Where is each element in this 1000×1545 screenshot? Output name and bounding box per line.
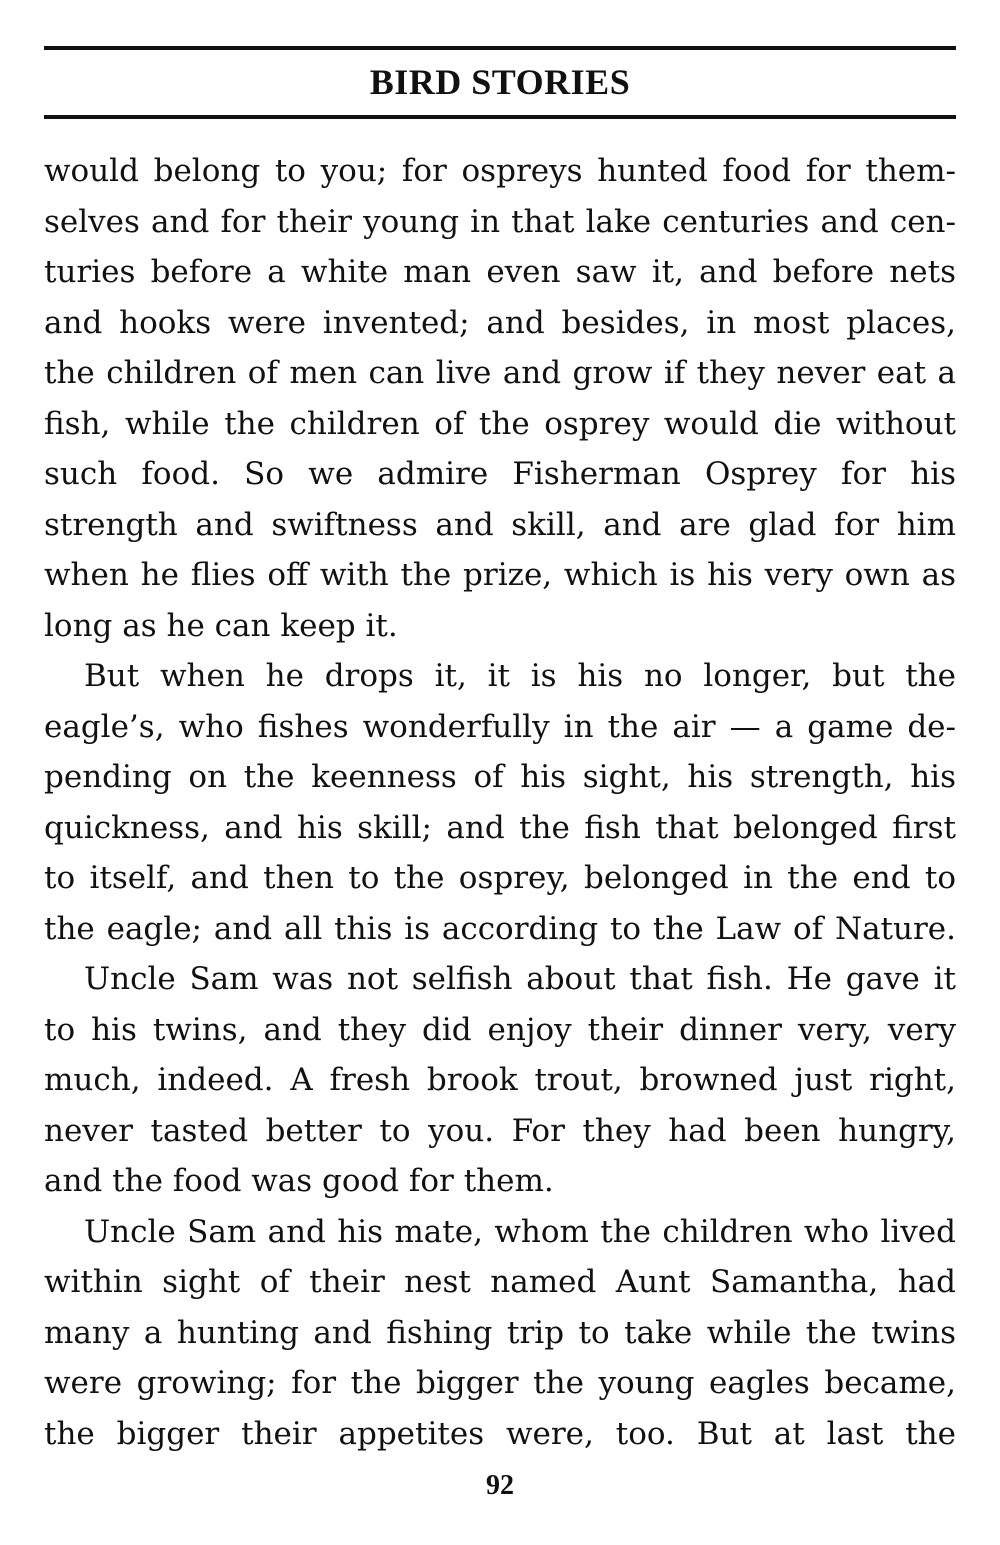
text-line: quickness, and his skill; and the fish that belonged first: [44, 809, 956, 846]
text-line: strength and swiftness and skill, and are glad for him: [44, 506, 956, 543]
text-line: the children of men can live and grow if they never eat a: [44, 355, 956, 391]
paragraph-1: [44, 146, 956, 651]
text-line: to his twins, and they did enjoy their dinner very, very: [44, 1011, 956, 1048]
text-line: the eagle; and all this is according to the Law of Nature.: [44, 910, 956, 947]
page-number: 92: [486, 1470, 514, 1501]
body-text: [44, 146, 956, 1459]
header-rule-top: [44, 46, 956, 50]
text-line: were growing; for the bigger the young eagles became,: [44, 1365, 956, 1401]
text-line: turies before a white man even saw it, and before nets: [44, 254, 956, 290]
text-line: But when he drops it, it is his no longer, but the: [84, 658, 956, 694]
text-line: fish, while the children of the osprey would die without: [44, 405, 956, 442]
text-line: and hooks were invented; and besides, in most places,: [44, 304, 956, 341]
paragraph-4: [44, 1207, 956, 1460]
book-page: [44, 0, 956, 1545]
text-line: selves and for their young in that lake centuries and cen-: [44, 203, 956, 240]
text-line: when he flies off with the prize, which is his very own as: [44, 557, 956, 593]
text-line: the bigger their appetites were, too. But at last the: [44, 1415, 956, 1452]
text-line: Uncle Sam and his mate, whom the children who lived: [84, 1213, 956, 1250]
text-line: pending on the keenness of his sight, his strength, his: [44, 759, 956, 795]
text-line: Uncle Sam was not selfish about that fish. He gave it: [84, 961, 956, 997]
running-title: BIRD STORIES: [369, 62, 631, 102]
text-line: such food. So we admire Fisherman Osprey for his: [44, 456, 956, 492]
paragraph-3: [44, 954, 956, 1207]
text-line: would belong to you; for ospreys hunted food for them-: [44, 153, 956, 189]
text-line: never tasted better to you. For they had been hungry,: [44, 1112, 956, 1149]
text-line: long as he can keep it.: [44, 607, 398, 644]
header-rule-bottom: [44, 115, 956, 119]
text-line: to itself, and then to the osprey, belonged in the end to: [44, 860, 956, 896]
text-line: eagle’s, who fishes wonderfully in the air — a game de-: [44, 708, 956, 745]
text-line: within sight of their nest named Aunt Samantha, had: [44, 1264, 956, 1300]
text-line: many a hunting and fishing trip to take while the twins: [44, 1314, 956, 1351]
text-line: much, indeed. A fresh brook trout, browned just right,: [44, 1062, 956, 1098]
paragraph-2: [44, 651, 956, 954]
text-line: and the food was good for them.: [44, 1163, 554, 1199]
